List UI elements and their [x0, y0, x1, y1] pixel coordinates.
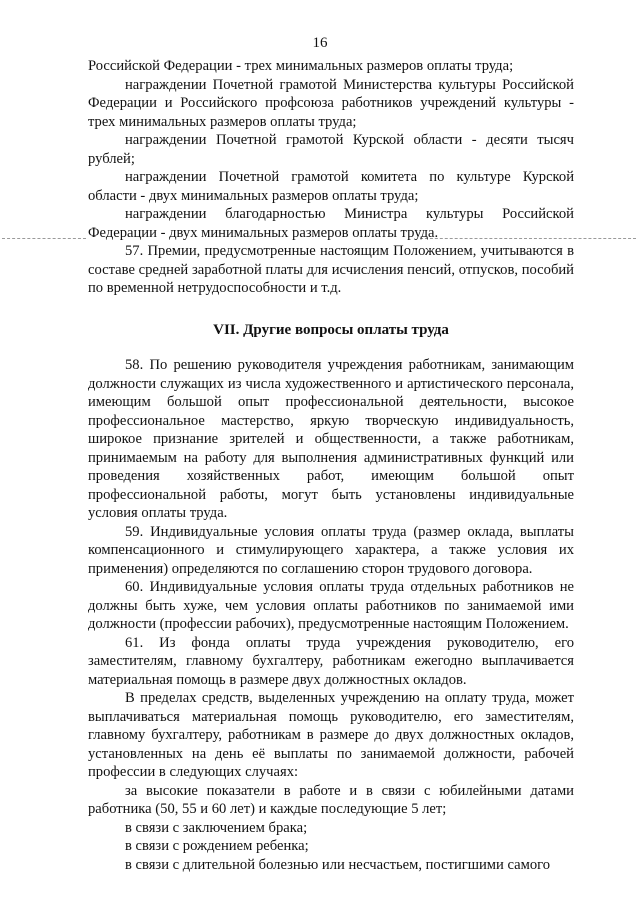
paragraph: награждении Почетной грамотой Министерства культуры Российской Федерации и Российского профсоюза работников учреждений культуры - трех минимальных размеров оплаты труда;	[88, 76, 574, 130]
paragraph: награждении Почетной грамотой Курской области - десяти тысяч рублей;	[88, 132, 574, 167]
scan-dashed-line-left	[2, 238, 86, 239]
paragraph: В пределах средств, выделенных учреждению на оплату труда, может выплачиваться материальная помощь руководителю, его заместителям, главному бухгалтеру, работникам в размере до двух должностных окладов, установленных на день её выплаты по занимаемой должности, рабочей профессии в следующих случаях:	[88, 690, 574, 780]
paragraph: Российской Федерации - трех минимальных размеров оплаты труда;	[88, 58, 514, 74]
section-heading: VII. Другие вопросы оплаты труда	[213, 321, 449, 338]
list-item: в связи с рождением ребенка;	[125, 838, 309, 854]
list-item: за высокие показатели в работе и в связи с юбилейными датами работника (50, 55 и 60 лет) и каждые последующие 5 лет;	[88, 782, 574, 817]
paragraph: 58. По решению руководителя учреждения работникам, занимающим должности служащих из числа художественного и артистического персонала, имеющим большой опыт профессиональной деятельности, высокое профессиональное мастерство, яркую творческую индивидуальность, широкое признание зрителей и общественности, а также работникам, принимаемым на работу для выполнения административных функций или проведения хозяйственных работ, имеющим большой опыт профессиональной работы, могут быть установлены индивидуальные условия оплаты труда.	[88, 357, 574, 521]
list-item: в связи с заключением брака;	[125, 819, 308, 836]
paragraph: 59. Индивидуальные условия оплаты труда (размер оклада, выплаты компенсационного и стимулирующего характера, а также условия их применения) определяются по соглашению сторон трудового договора.	[88, 523, 574, 577]
page-body	[88, 57, 574, 874]
paragraph: награждении Почетной грамотой комитета по культуре Курской области - двух минимальных размеров оплаты труда;	[88, 169, 574, 204]
paragraph: 57. Премии, предусмотренные настоящим Положением, учитываются в составе средней заработной платы для исчисления пенсий, отпусков, пособий по временной нетрудоспособности и т.д.	[88, 243, 574, 296]
paragraph: 61. Из фонда оплаты труда учреждения руководителю, его заместителям, главному бухгалтеру, работникам ежегодно выплачивается материальная помощь в размере двух должностных окладов.	[88, 634, 574, 688]
page-number: 16	[312, 35, 328, 51]
list-item: в связи с длительной болезнью или несчастьем, постигшими самого	[125, 856, 551, 873]
paragraph: 60. Индивидуальные условия оплаты труда отдельных работников не должны быть хуже, чем условия оплаты работников по занимаемой ими должности (профессии рабочих), предусмотренные настоящим Положением.	[88, 579, 574, 632]
paragraph: награждении благодарностью Министра культуры Российской Федерации - двух минимальных размеров оплаты труда.	[88, 206, 574, 241]
